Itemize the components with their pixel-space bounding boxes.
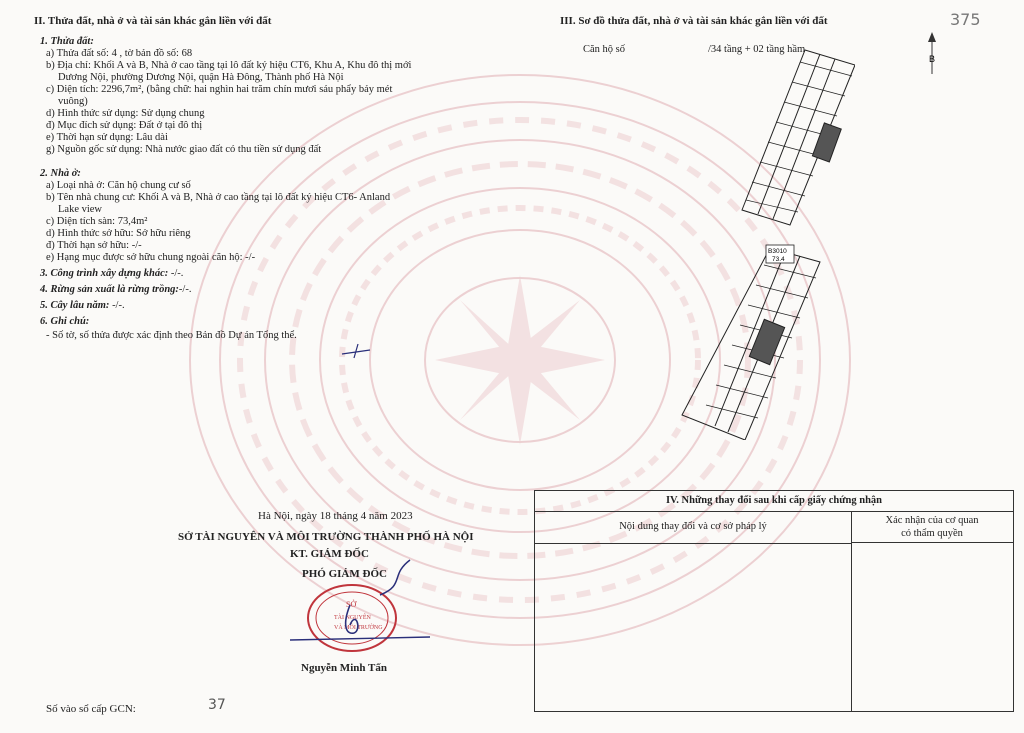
issuing-org: SỞ TÀI NGUYÊN VÀ MÔI TRƯỜNG THÀNH PHỐ HÀ NỘI [178,531,474,543]
house-line: e) Hạng mục được sở hữu chung ngoài căn hộ: -/- [46,252,256,263]
land-line: vuông) [58,96,88,107]
section4-title: IV. Những thay đổi sau khi cấp giấy chứng nhận [535,491,1013,512]
land-line: c) Diện tích: 2296,7m², (bằng chữ: hai nghìn hai trăm chín mươi sáu phẩy bảy mét [46,84,393,95]
column-header-confirmation: Xác nhận của cơ quan có thẩm quyền [851,511,1013,543]
floor-plan-diagram [680,40,855,440]
unit-area: 73.4 [772,256,785,263]
house-line: đ) Thời hạn sở hữu: -/- [46,240,142,251]
role-deputy-director: PHÓ GIÁM ĐỐC [302,568,387,580]
other-item-perennial: 5. Cây lâu năm: -/-. [40,300,125,311]
register-number-label: Số vào sổ cấp GCN: [46,703,136,715]
house-line: d) Hình thức sở hữu: Sở hữu riêng [46,228,191,239]
section3-title: III. Sơ đồ thửa đất, nhà ở và tài sản khác gắn liền với đất [560,15,828,27]
land-line: đ) Mục đích sử dụng: Đất ở tại đô thị [46,120,203,131]
column-divider [851,543,852,711]
signer-name: Nguyễn Minh Tấn [301,662,387,674]
svg-text:B: B [929,54,936,64]
land-line: Dương Nội, phường Dương Nội, quận Hà Đông, Thành phố Hà Nội [58,72,344,83]
land-line: d) Hình thức sử dụng: Sử dụng chung [46,108,205,119]
floors-label: /34 tầng + 02 tầng hầm [708,44,806,55]
changes-table [534,490,1014,712]
role-deputy-director-title: KT. GIÁM ĐỐC [290,548,369,560]
house-heading: 2. Nhà ở: [40,168,81,179]
land-line: g) Nguồn gốc sử dụng: Nhà nước giao đất có thu tiền sử dụng đất [46,144,322,155]
land-line: e) Thời hạn sử dụng: Lâu dài [46,132,168,143]
north-arrow-icon [922,30,942,78]
handwritten-mark [340,342,374,360]
house-line: b) Tên nhà chung cư: Khối A và B, Nhà ở cao tầng tại lô đất ký hiệu CT6- Anland [46,192,391,203]
land-line: a) Thửa đất số: 4 , tờ bản đồ số: 68 [46,48,193,59]
section2-title: II. Thửa đất, nhà ở và tài sản khác gắn liền với đất [34,15,272,27]
page-number: 375 [950,10,981,29]
house-line: Lake view [58,204,103,215]
unit-code: B3010 [768,248,787,255]
apartment-label: Căn hộ số [583,44,625,55]
house-line: c) Diện tích sàn: 73,4m² [46,216,148,227]
handwritten-signature [280,555,440,655]
register-number-value: 37 [208,697,226,713]
land-line: b) Địa chỉ: Khối A và B, Nhà ở cao tầng tại lô đất ký hiệu CT6, Khu A, Khu đô thị mới [46,60,412,71]
svg-text:TÀI NGUYÊN: TÀI NGUYÊN [334,615,371,621]
other-item-construction: 3. Công trình xây dựng khác: -/-. [40,268,184,279]
other-item-forest: 4. Rừng sản xuất là rừng trồng:-/-. [40,284,192,295]
house-line: a) Loại nhà ở: Căn hộ chung cư số [46,180,191,191]
land-heading: 1. Thửa đất: [40,36,94,47]
note-text: - Số tờ, số thửa được xác định theo Bản đồ Dự án Tổng thể. [46,330,297,341]
issue-date: Hà Nội, ngày 18 tháng 4 năm 2023 [258,510,413,522]
column-header-changes: Nội dung thay đổi và cơ sở pháp lý [535,511,852,544]
other-item-notes: 6. Ghi chú: [40,316,90,327]
svg-text:SỞ: SỞ [346,600,357,609]
svg-text:VÀ MÔI TRƯỜNG: VÀ MÔI TRƯỜNG [334,625,383,631]
